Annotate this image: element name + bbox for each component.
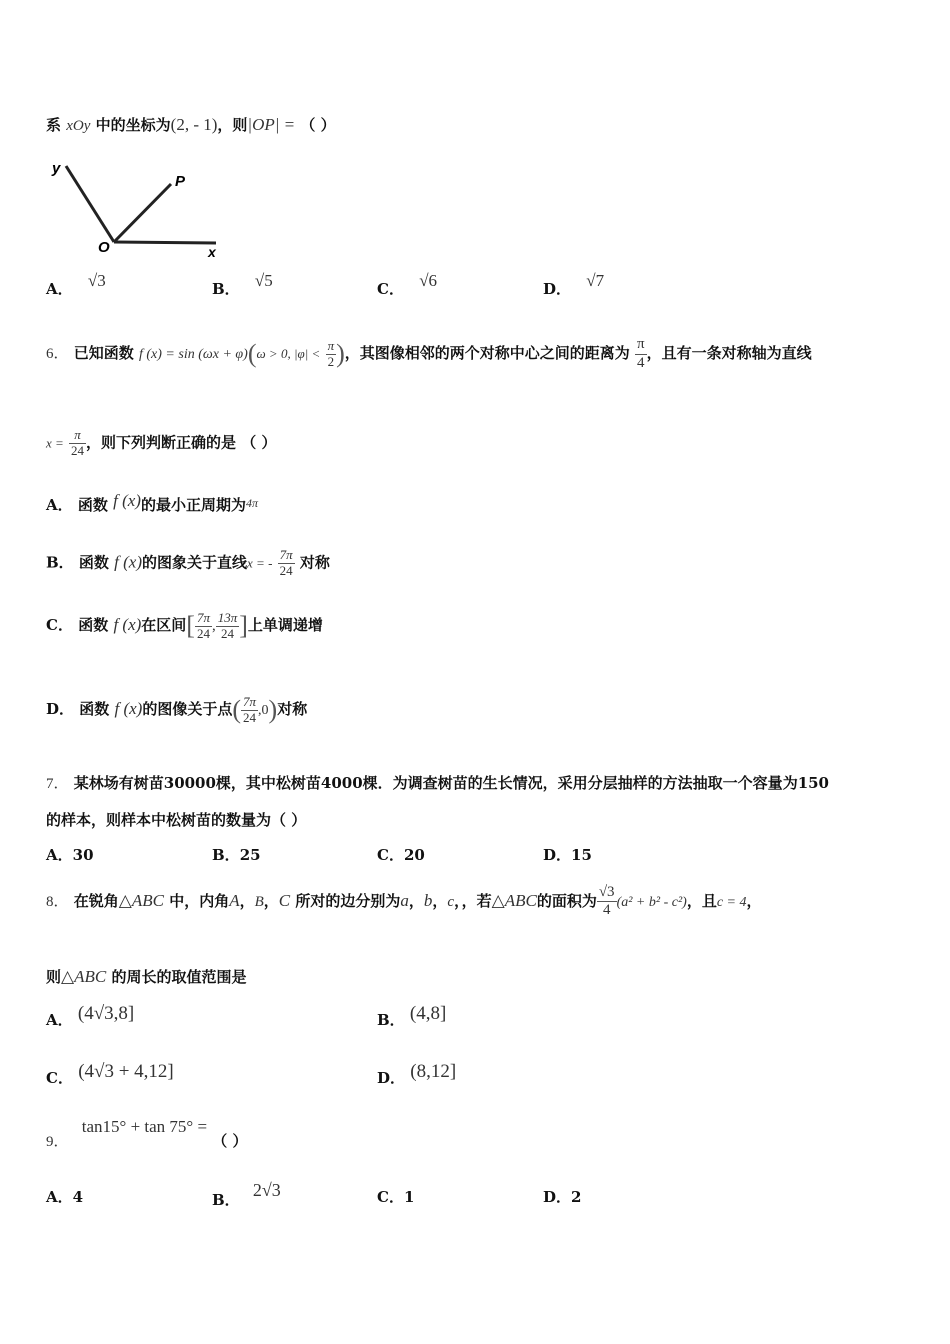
option-letter: D． — [377, 1069, 406, 1087]
option-after: ,0 — [258, 703, 269, 719]
q5-xoy: xOy — [66, 118, 91, 134]
option-pre: 函数 — [78, 616, 109, 635]
q8-triangle-2: △ABC — [491, 890, 537, 910]
option-value: 15 — [571, 846, 592, 864]
q6-cond: ω > 0, |φ| < — [256, 346, 321, 362]
option-value: (4,8] — [409, 1003, 447, 1024]
q7-option-a[interactable] — [46, 848, 94, 863]
option-post: 的图象关于直线 — [142, 553, 248, 572]
option-value: (4√3,8] — [77, 1003, 135, 1024]
q8-triangle-3: △ABC — [61, 967, 107, 986]
option-math: 4π — [245, 496, 258, 510]
q6-option-b[interactable] — [46, 548, 330, 579]
q6-option-d[interactable]: D． 函数 f (x)的图像关于点( $\frac{7\pi}{24}$ ,0)对称 — [46, 693, 308, 725]
figure-o-label: O — [98, 239, 110, 256]
option-pre: 函数 — [77, 496, 108, 514]
option-tail: 对称 — [277, 700, 308, 719]
q7-option-d[interactable] — [543, 848, 592, 863]
q6-stem-line1: 6． 已知函数 f (x) = sin (ωx + φ)(ω > 0, |φ| < $\frac{\pi}{2}$ )，其图像相邻的两个对称中心之间的距离为 $\frac{\pi}{4}$ ，且有一条对称轴为直线 — [46, 336, 812, 371]
q5-option-c[interactable] — [377, 271, 438, 298]
option-letter: A． — [46, 1011, 73, 1029]
q9-stem — [46, 1117, 248, 1150]
option-value: √6 — [419, 271, 438, 290]
q8-side-b: b — [423, 890, 433, 910]
q8-line2-post: 的周长的取值范围是 — [111, 968, 247, 986]
q7-line1: 某林场有树苗30000棵，其中松树苗4000棵．为调查树苗的生长情况，采用分层抽样的方法抽取一个容量为150 — [73, 774, 829, 792]
q5-option-d[interactable] — [543, 271, 605, 298]
q9-option-b[interactable] — [212, 1180, 281, 1209]
q6-cond-frac: $\frac{\pi}{2}$ — [327, 337, 335, 369]
question-number: 9． — [46, 1134, 69, 1150]
option-letter: B． — [46, 553, 74, 572]
q5-then: ，则 — [217, 116, 248, 134]
q9-option-c[interactable] — [377, 1190, 414, 1205]
option-letter: C． — [377, 280, 404, 298]
coordinate-figure — [46, 156, 226, 262]
option-func: f (x) — [114, 699, 143, 719]
q8-angle-c: C — [278, 890, 291, 910]
q5-option-b[interactable] — [212, 271, 273, 298]
option-func: f (x) — [114, 552, 143, 572]
option-frac-1: $\frac{7\pi}{24}$ — [196, 609, 210, 641]
figure-x-label: x — [208, 244, 216, 260]
q5-paren: （ ） — [300, 116, 336, 134]
q8-t6: ，且 — [686, 891, 717, 910]
q8-t2: 中，内角 — [169, 891, 230, 910]
q6-text3: ，则下列判断正确的是 （ ） — [86, 433, 277, 452]
option-value: 2 — [571, 1188, 582, 1206]
q8-area-frac: $\frac{√3}{4}$ — [598, 884, 615, 919]
option-value: √7 — [586, 271, 605, 290]
q7-option-c[interactable] — [377, 848, 425, 863]
q8-angle-a: A — [229, 890, 240, 910]
option-value: 2√3 — [252, 1180, 281, 1200]
q8-t5: 的面积为 — [536, 891, 597, 910]
q9-expr: tan15° + tan 75° = — [81, 1117, 208, 1136]
q6-option-c[interactable]: C． 函数 f (x)在区间[ $\frac{7\pi}{24}$ , $\frac{13\pi}{24}$ ]上单调递增 — [46, 609, 323, 641]
option-value: 20 — [403, 846, 425, 864]
q5-coord: (2, - 1) — [170, 115, 218, 134]
q9-option-d[interactable] — [543, 1190, 581, 1205]
q8-option-d[interactable] — [377, 1061, 457, 1087]
option-pre: 函数 — [79, 700, 110, 719]
option-letter: A． — [46, 846, 73, 864]
q8-option-a[interactable] — [46, 1003, 135, 1029]
option-letter: B． — [212, 280, 240, 298]
q9-option-a[interactable] — [46, 1190, 83, 1205]
option-value: 25 — [239, 846, 261, 864]
q8-angle-b: B — [254, 893, 264, 910]
q8-option-c[interactable] — [46, 1061, 174, 1087]
q7-line2: 的样本，则样本中松树苗的数量为（ ） — [46, 811, 307, 829]
q6-text2: ，且有一条对称轴为直线 — [646, 344, 812, 363]
option-letter: D． — [543, 280, 572, 298]
q8-t3: 所对的边分别为 — [295, 891, 401, 910]
q8-side-a: a — [400, 890, 409, 910]
option-math: x = - — [247, 555, 273, 571]
q6-stem-line2 — [46, 428, 276, 459]
figure-y-label: y — [52, 160, 61, 177]
question-number: 6． — [46, 346, 69, 363]
q6-axis: x = — [46, 435, 64, 451]
option-letter: B． — [212, 1191, 240, 1209]
option-letter: B． — [377, 1011, 405, 1029]
option-letter: C． — [46, 1069, 73, 1087]
q6-option-a[interactable] — [46, 491, 258, 514]
option-value: (8,12] — [410, 1061, 457, 1082]
option-post: 在区间 — [141, 616, 187, 635]
q6-func: f (x) = sin (ωx + φ) — [139, 347, 248, 363]
option-letter: A． — [46, 280, 73, 298]
option-post: 的最小正周期为 — [140, 496, 246, 514]
option-value: √5 — [254, 271, 273, 290]
q8-side-c: c — [447, 893, 455, 910]
option-letter: A． — [46, 1188, 73, 1206]
option-func: f (x) — [113, 491, 141, 510]
option-letter: C． — [377, 1188, 404, 1206]
option-value: (4√3 + 4,12] — [78, 1061, 174, 1082]
option-letter: C． — [377, 846, 404, 864]
option-letter: D． — [543, 846, 572, 864]
option-frac-2: $\frac{13\pi}{24}$ — [217, 609, 238, 641]
q7-stem-line2 — [46, 813, 306, 828]
q8-stem-line1: 8． 在锐角△ABC 中，内角A，B，C 所对的边分别为a，b，c，，若△ABC的面积为 $\frac{√3}{4}$ (a² + b² - c²)，且c = 4， — [46, 884, 762, 919]
q6-dist-frac: $\frac{\pi}{4}$ — [637, 336, 645, 371]
option-tail: 上单调递增 — [247, 616, 323, 635]
option-letter: D． — [46, 700, 75, 719]
option-letter: A． — [46, 496, 73, 514]
q5-option-a[interactable] — [46, 271, 106, 298]
q5-stem — [46, 116, 336, 134]
option-tail: 对称 — [299, 553, 330, 572]
q8-ceq: c = 4 — [716, 894, 747, 910]
q8-area-expr: (a² + b² - c²) — [616, 894, 687, 910]
q8-line2-pre: 则 — [46, 968, 62, 986]
q8-triangle: △ABC — [118, 890, 164, 910]
option-func: f (x) — [113, 615, 142, 635]
q5-mid: 中的坐标为 — [95, 116, 171, 134]
question-number: 7． — [46, 776, 69, 792]
figure-p-label: P — [175, 173, 186, 190]
q5-prefix: 系 — [46, 116, 62, 134]
q6-text1: ，其图像相邻的两个对称中心之间的距离为 — [344, 344, 630, 363]
option-value: 30 — [72, 846, 94, 864]
option-letter: D． — [543, 1188, 572, 1206]
question-number: 8． — [46, 893, 69, 910]
option-frac: $\frac{7\pi}{24}$ — [243, 693, 257, 725]
q9-paren: （ ） — [212, 1132, 248, 1150]
option-frac: $\frac{7\pi}{24}$ — [279, 547, 293, 578]
q8-t4: ，若 — [461, 891, 492, 910]
q6-axis-frac: $\frac{\pi}{24}$ — [71, 427, 85, 458]
option-value: 1 — [403, 1188, 415, 1206]
option-value: 4 — [72, 1188, 84, 1206]
option-letter: B． — [212, 846, 240, 864]
option-pre: 函数 — [78, 553, 109, 572]
q8-stem-line2 — [46, 968, 246, 985]
q5-op: |OP| = — [247, 115, 296, 134]
q6-intro: 已知函数 — [73, 344, 134, 363]
option-post: 的图像关于点 — [142, 700, 233, 719]
q8-option-b[interactable] — [377, 1003, 447, 1029]
q7-stem-line1 — [46, 776, 829, 792]
option-letter: C． — [46, 616, 73, 635]
q7-option-b[interactable] — [212, 848, 261, 863]
q8-t1: 在锐角 — [73, 891, 119, 910]
option-value: √3 — [87, 271, 106, 290]
